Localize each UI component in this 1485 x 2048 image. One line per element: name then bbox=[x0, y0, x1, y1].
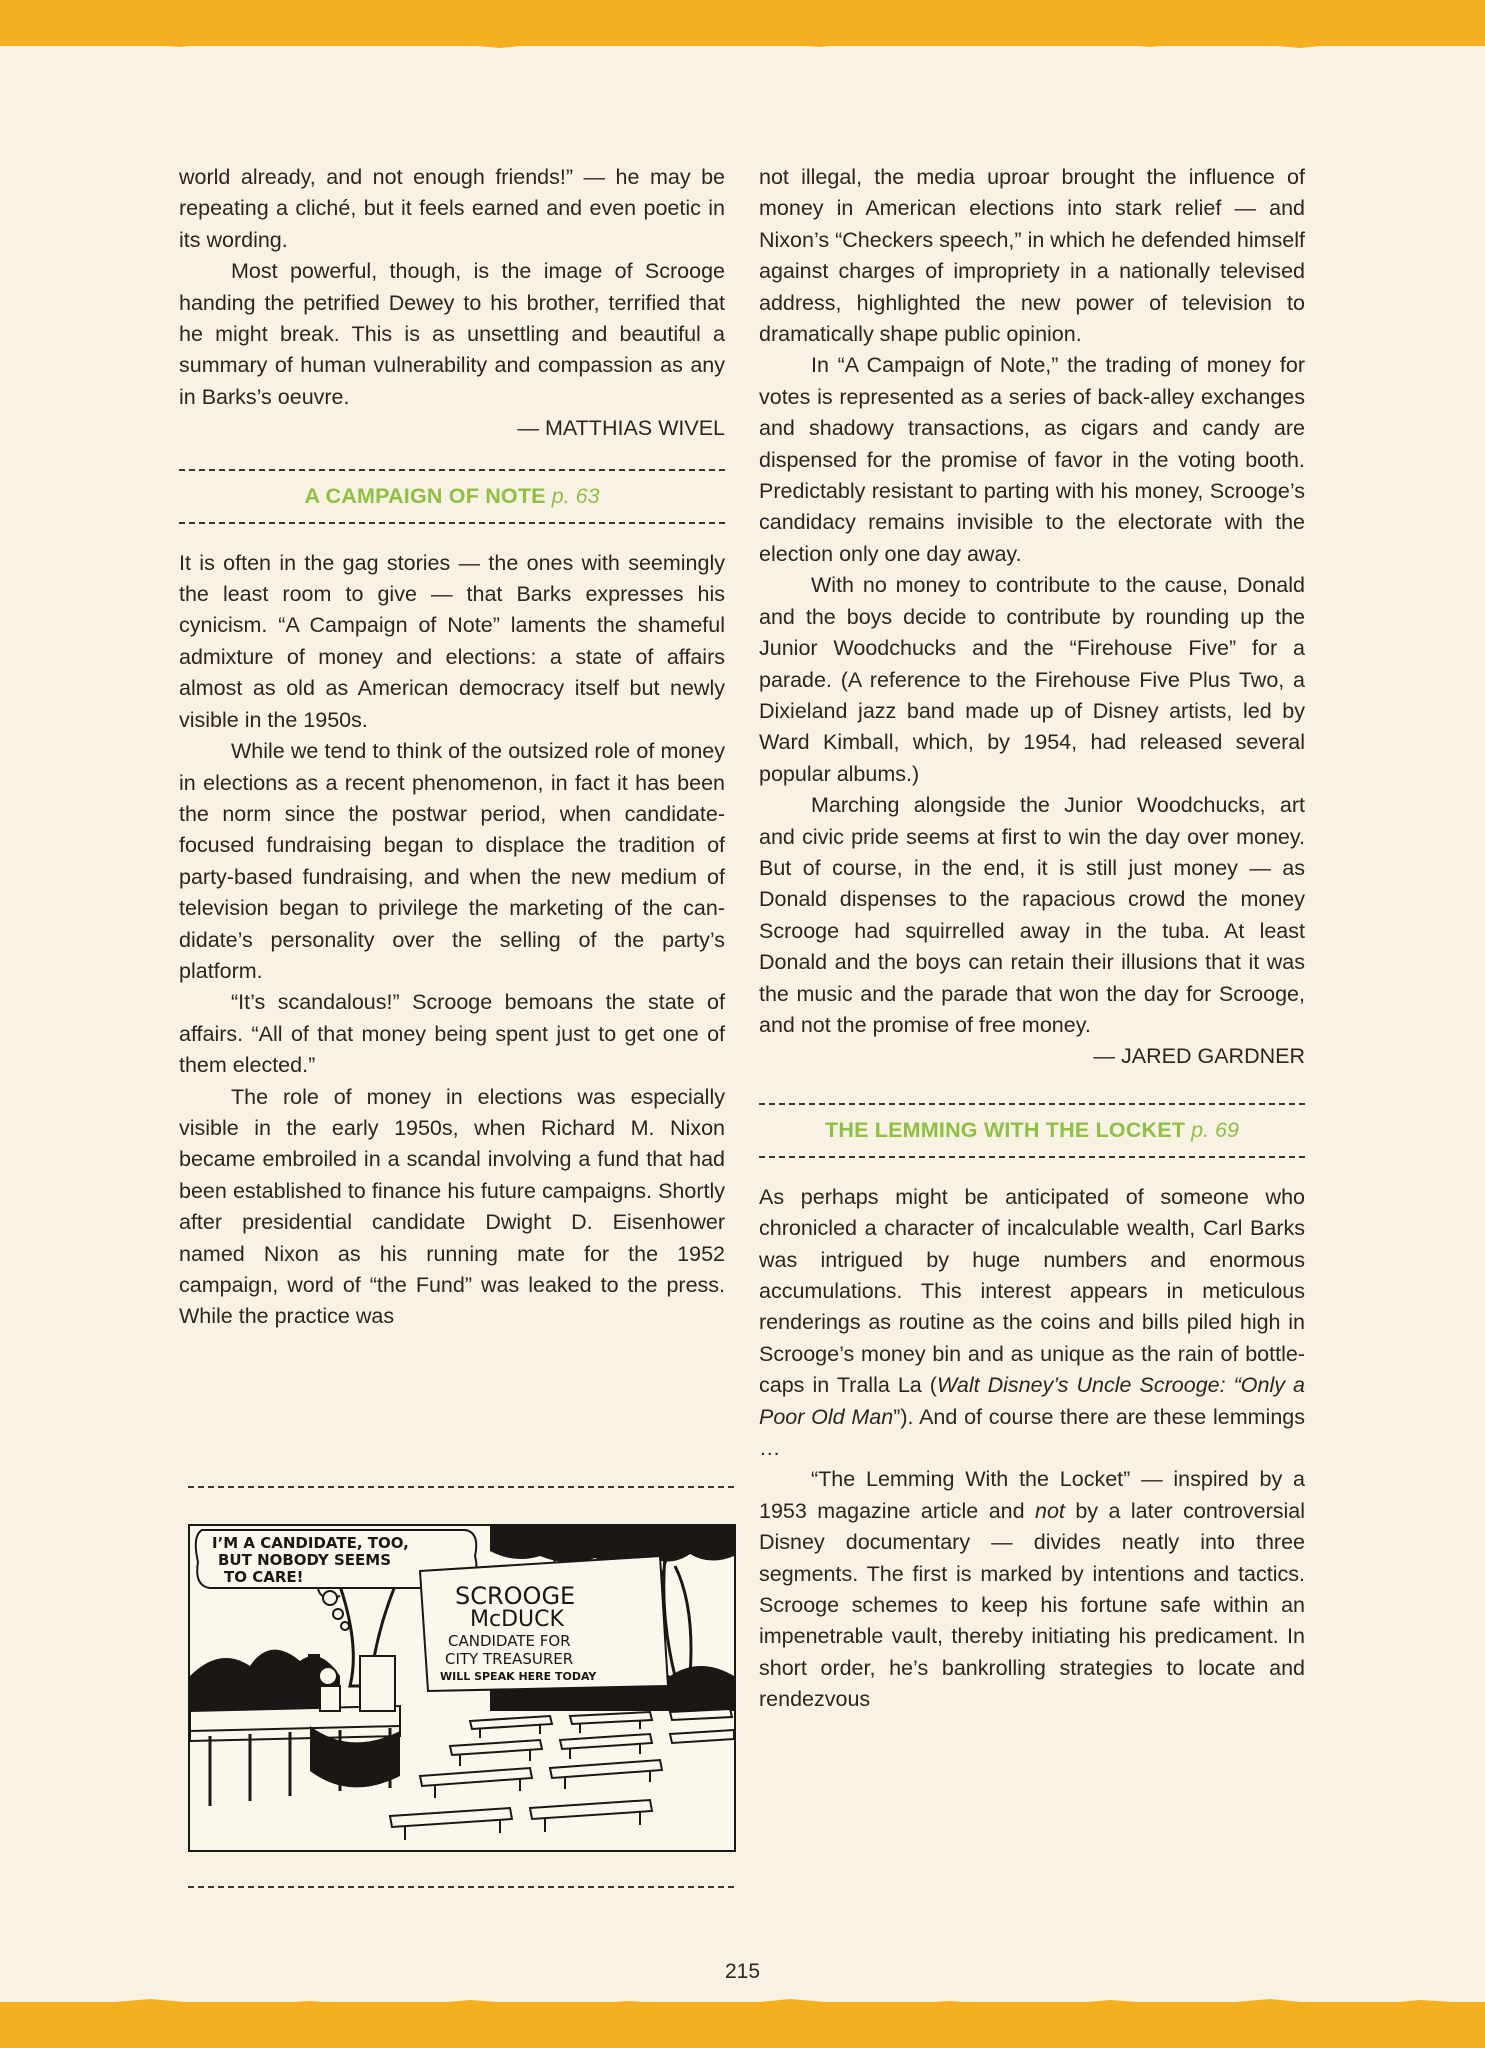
section-page-ref: p. 63 bbox=[551, 483, 600, 508]
section-heading bbox=[179, 469, 725, 524]
banner-text: CANDIDATE FOR bbox=[448, 1632, 571, 1650]
section-heading bbox=[759, 1103, 1305, 1158]
page-number: 215 bbox=[724, 1960, 761, 1983]
banner-text: SCROOGE bbox=[455, 1582, 576, 1610]
paragraph: In “A Campaign of Note,” the trading of money for votes is represented as a series of back-alley exchanges and shadowy transactions, as cigars and candy are dispensed for the promise of favor in the voting booth. Predictably resistant to parting with his money, Scrooge’s candidacy remains invisible to the electorate with the election only one day away. bbox=[759, 353, 1305, 566]
paragraph: Marching alongside the Junior Woodchucks, art and civic pride seems at first to win the day over money. But of course, in the end, it is still just money — as Donald dispenses to the rapacious crowd the money Scrooge had squirrelled away in the tuba. At least Donald and the boys can retain their illusions that it was the music and the parade that won the day for Scrooge, and not the promise of free money. bbox=[759, 793, 1305, 1037]
text-run: ”). And of course there are these lemmings … bbox=[759, 1404, 1305, 1461]
paragraph: The role of money in elections was especially visible in the early 1950s, when Richard M. Nixon became embroiled in a scandal involving a fund that had been established to finance his future campaigns. Shortly after presidential candidate Dwight D. Eisenhower named Nixon as his running mate for the 1952 campaign, word of “the Fund” was leaked to the press. While the practice was bbox=[179, 1084, 725, 1329]
paragraph: With no money to contribute to the cause, Donald and the boys decide to contribute by rounding up the Junior Woodchucks and the “Firehouse Five” for a parade. (A reference to the Firehouse Five Plus Two, a Dixieland jazz band made up of Disney artists, led by Ward Kimball, which, by 1954, had released several popular albums.) bbox=[759, 573, 1305, 786]
text-run: As perhaps might be anticipated of someone who chronicled a character of incalculable wealth, Carl Barks was intrigued by huge numbers and enormous accumulations. This interest appears in meticulous renderings as routine as the coins and bills piled high in Scrooge’s money bin and as unique as the rain of bottlecaps in Tralla La ( bbox=[759, 1184, 1305, 1398]
comic-illustration bbox=[190, 1526, 734, 1850]
section-title: THE LEMMING WITH THE LOCKET bbox=[825, 1117, 1186, 1142]
top-decorative-band bbox=[0, 0, 1485, 46]
paragraph: Most powerful, though, is the image of Scrooge handing the petrified Dewey to his brother, terrified that he might break. This is as unsettling and beautiful a summary of human vulnerability and compassion as any in Barks’s oeuvre. bbox=[179, 259, 725, 409]
banner-text: WILL SPEAK HERE TODAY bbox=[440, 1670, 597, 1683]
banner-text: CITY TREASURER bbox=[445, 1650, 574, 1668]
italic-word: not bbox=[1035, 1498, 1065, 1523]
author-signature: — JARED GARDNER bbox=[1093, 1044, 1305, 1069]
balloon-text: I’M A CANDIDATE, TOO, bbox=[212, 1534, 409, 1552]
paragraph bbox=[759, 1464, 1305, 1715]
paragraph bbox=[759, 1182, 1305, 1465]
balloon-text: TO CARE! bbox=[224, 1568, 304, 1586]
bottom-decorative-band bbox=[0, 2002, 1485, 2048]
paragraph: “It’s scandalous!” Scrooge bemoans the state of affairs. “All of that money being spent just to get one of them elected.” bbox=[179, 990, 725, 1078]
italic-title: Walt Disney’s Uncle Scrooge: “Only a Poor Old Man bbox=[759, 1373, 1305, 1429]
text-run: “The Lemming With the Locket” — inspired by a 1953 magazine article and bbox=[759, 1467, 1305, 1523]
text-run: by a later controversial Disney documentary — divides neatly into three segments. The first is marked by intentions and tactics. Scrooge schemes to keep his fortune safe within an impenetrable vault, thereby initiating his predicament. In short order, he’s bankrolling strategies to locate and rendezvous bbox=[759, 1498, 1306, 1712]
banner-text: McDUCK bbox=[470, 1607, 564, 1632]
section-page-ref: p. 69 bbox=[1191, 1117, 1239, 1142]
author-signature: — MATTHIAS WIVEL bbox=[517, 416, 725, 441]
comic-panel bbox=[188, 1524, 736, 1852]
section-title: A CAMPAIGN OF NOTE bbox=[304, 483, 546, 508]
paragraph: While we tend to think of the outsized role of money in elections as a recent phenomenon, in fact it has been the norm since the postwar period, when candidate-focused fundraising began to displace the tradition of party-based fundraising, and when the new medium of television began to privilege the marketing of the candidate’s personality over the selling of the party’s platform. bbox=[179, 739, 725, 983]
paragraph: not illegal, the media uproar brought the influence of money in American elections into stark relief — and Nixon’s “Checkers speech,” in which he defended himself against charges of impropriety in a nationally televised address, highlighted the new power of television to dramatically shape public opinion. bbox=[759, 165, 1305, 347]
balloon-text: BUT NOBODY SEEMS bbox=[218, 1551, 392, 1569]
paragraph: world already, and not enough friends!” — he may be repeating a cliché, but it feels earned and even poetic in its wording. bbox=[179, 165, 725, 252]
comic-figure bbox=[188, 1486, 734, 1888]
paragraph: It is often in the gag stories — the ones with seemingly the least room to give — that Barks expresses his cynicism. “A Campaign of Note” laments the shameful admixture of money and elections: a state of affairs almost as old as American democracy itself but newly visible in the 1950s. bbox=[179, 550, 725, 732]
right-column bbox=[759, 162, 1305, 1716]
left-column bbox=[179, 162, 725, 1333]
